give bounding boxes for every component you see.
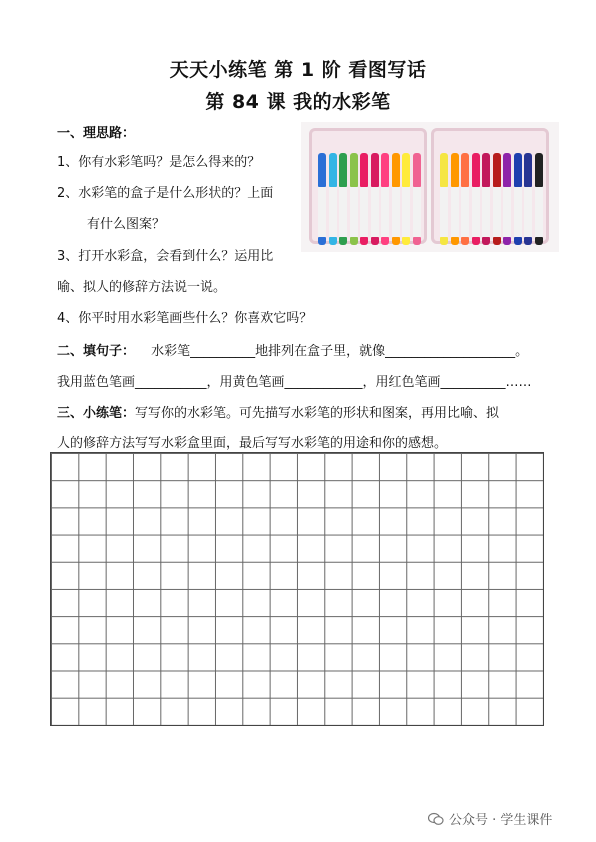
question-1: 1、你有水彩笔吗？是怎么得来的？	[57, 155, 261, 170]
lesson-title: 第 84 课 我的水彩笔	[205, 91, 391, 113]
marker-pen	[535, 153, 543, 245]
section2-heading: 二、填句子：	[57, 344, 136, 359]
marker-pen	[524, 153, 532, 245]
watercolor-pens-photo	[301, 122, 559, 252]
marker-pen	[329, 153, 337, 245]
fill-sentence-line1	[57, 340, 528, 359]
section1-heading: 一、理思路：	[57, 126, 136, 141]
pen-case-left	[309, 128, 427, 244]
marker-pen	[402, 153, 410, 245]
pen-case-right	[431, 128, 549, 244]
question-2-line1: 2、水彩笔的盒子是什么形状的？上面	[57, 186, 274, 201]
marker-pen	[318, 153, 326, 245]
question-2-line2: 有什么图案？	[87, 217, 166, 232]
question-4: 4、你平时用水彩笔画些什么？你喜欢它吗？	[57, 311, 313, 326]
watermark	[428, 809, 552, 828]
writing-grid[interactable]	[50, 452, 544, 726]
practice-instruction-2: 人的修辞方法写写水彩盒里面，最后写写水彩笔的用途和你的感想。	[57, 436, 448, 451]
marker-pen	[392, 153, 400, 245]
marker-pen	[381, 153, 389, 245]
marker-pen	[339, 153, 347, 245]
marker-pen	[350, 153, 358, 245]
marker-pen	[514, 153, 522, 245]
practice-instruction-1: 写写你的水彩笔。可先描写水彩笔的形状和图案，再用比喻、拟	[135, 406, 500, 421]
marker-pen	[440, 153, 448, 245]
marker-pen	[461, 153, 469, 245]
marker-pen	[472, 153, 480, 245]
marker-pen	[371, 153, 379, 245]
fill-sentence-text1: 水彩笔__________地排列在盒子里，就像____________________。	[151, 344, 529, 359]
marker-pen	[451, 153, 459, 245]
marker-pen	[493, 153, 501, 245]
wechat-icon	[428, 812, 444, 826]
worksheet-title: 天天小练笔 第 1 阶 看图写话	[169, 59, 427, 81]
question-3-line2: 喻、拟人的修辞方法说一说。	[57, 280, 227, 295]
marker-pen	[503, 153, 511, 245]
practice-line1	[57, 402, 499, 421]
marker-pen	[413, 153, 421, 245]
fill-sentence-line2: 我用蓝色笔画___________，用黄色笔画____________，用红色笔画__________……	[57, 375, 532, 390]
watermark-text: 公众号 · 学生课件	[449, 813, 553, 828]
marker-pen	[360, 153, 368, 245]
section3-heading: 三、小练笔：	[57, 406, 136, 421]
question-3-line1: 3、打开水彩盒，会看到什么？运用比	[57, 249, 274, 264]
marker-pen	[482, 153, 490, 245]
